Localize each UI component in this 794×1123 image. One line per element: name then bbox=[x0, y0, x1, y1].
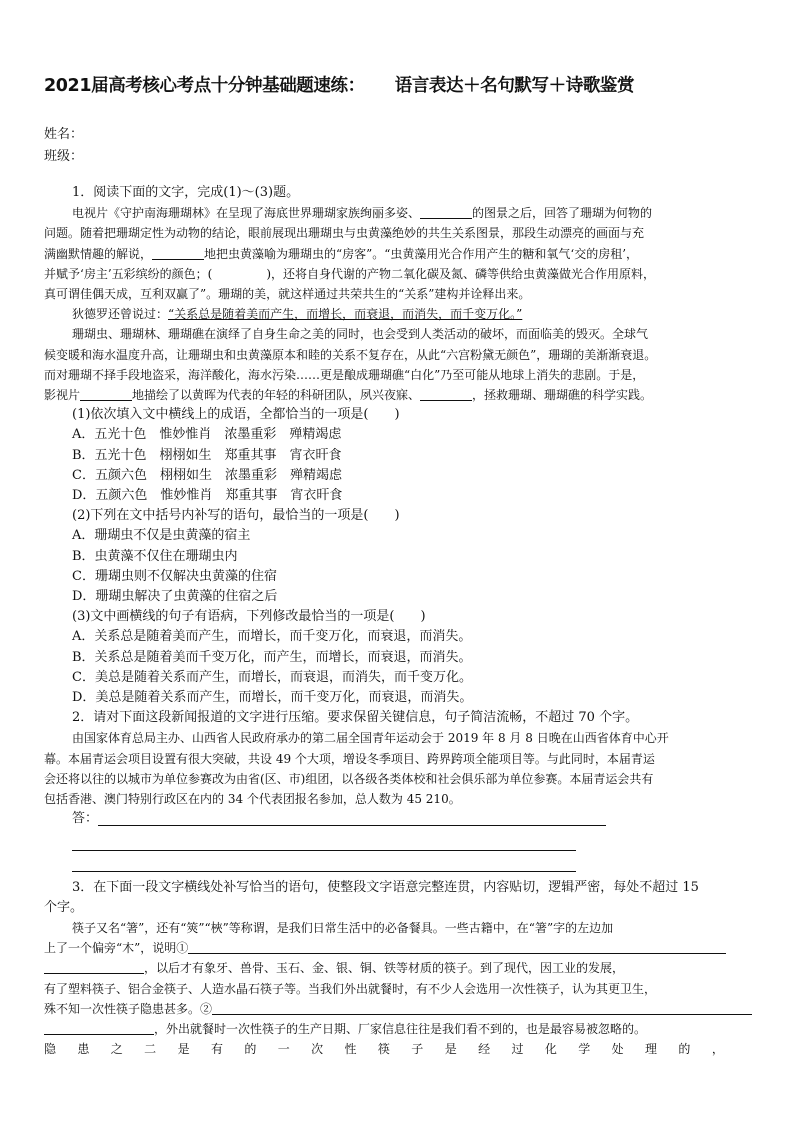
q1-stem: 1．阅读下面的文字，完成(1)～(3)题。 bbox=[72, 185, 300, 200]
option: D．珊瑚虫解决了虫黄藻的住宿之后 bbox=[72, 589, 278, 605]
q1-passage-line: 真可谓佳偶天成，互利双赢了”。珊瑚的美，就这样通过共荣共生的“关系”建构并诠释出来。 bbox=[44, 287, 531, 302]
blank bbox=[152, 245, 204, 260]
blank bbox=[420, 204, 472, 219]
option: B．关系总是随着美而千变万化，而产生，而增长，而衰退，而消失。 bbox=[72, 649, 472, 665]
answer-line[interactable] bbox=[72, 809, 606, 829]
q1-passage-line: 电视片《守护南海珊瑚林》在呈现了海底世界珊瑚家族绚丽多姿、 的图景之后，回答了珊瑚为何物的 bbox=[72, 206, 653, 221]
class-label: 班级： bbox=[44, 149, 84, 164]
q1-passage-line: 问题。随着把珊瑚定性为动物的结论，眼前展现出珊瑚虫与虫黄藻绝妙的共生关系图景，那段生动漂亮的画面与充 bbox=[44, 226, 645, 241]
blank bbox=[420, 386, 472, 401]
q3-passage-line: ，以后才有象牙、兽骨、玉石、金、银、铜、铁等材质的筷子。到了现代，因工业的发展， bbox=[44, 958, 752, 978]
option: A．五光十色 惟妙惟肖 浓墨重彩 殚精竭虑 bbox=[72, 427, 342, 443]
question-body bbox=[44, 183, 752, 1059]
blank-2-cont[interactable] bbox=[44, 1020, 154, 1035]
title-main: 2021届高考核心考点十分钟基础题速练： bbox=[44, 76, 365, 96]
page-title bbox=[44, 72, 764, 97]
q3-passage-line: 上了一个偏旁“木”，说明① bbox=[44, 938, 726, 958]
q3-passage-line-justified: 隐 患 之 二 是 有 的 一 次 性 筷 子 是 经 过 化 学 处 理 的 ， bbox=[44, 1042, 724, 1057]
q1-passage-line: 而对珊瑚不择手段地盗采，海洋酸化，海水污染……更是酿成珊瑚礁“白化”乃至可能从地球上消失的悲剧。于是， bbox=[44, 367, 645, 382]
blank-1[interactable] bbox=[188, 939, 726, 954]
q1-passage-line: 并赋予‘房主’五彩缤纷的颜色；( )，还将自身代谢的产物二氧化碳及氮、磷等供给虫黄藻做光合作用原料， bbox=[44, 266, 655, 281]
q2-passage-line: 由国家体育总局主办、山西省人民政府承办的第二届全国青年运动会于 2019 年 8 月 8 日晚在山西省体育中心开 bbox=[72, 731, 669, 746]
q1-passage-line: 珊瑚虫、珊瑚林、珊瑚礁在演绎了自身生命之美的同时，也会受到人类活动的破坏，而面临美的毁灭。全球气 bbox=[72, 327, 649, 342]
blank-1-cont[interactable] bbox=[44, 959, 144, 974]
q1-passage-line: 候变暖和海水温度升高，让珊瑚虫和虫黄藻原本和睦的关系不复存在，从此“六宫粉黛无颜色”，珊瑚的美渐渐衰退。 bbox=[44, 347, 657, 362]
option: B．五光十色 栩栩如生 郑重其事 宵衣旰食 bbox=[72, 447, 342, 463]
option: C．珊瑚虫则不仅解决虫黄藻的住宿 bbox=[72, 568, 277, 584]
q1-passage-line: 影视片 地描绘了以黄晖为代表的年轻的科研团队，夙兴夜寐、 ，拯救珊瑚、珊瑚礁的科学实践。 bbox=[44, 388, 653, 403]
q3-passage-line: 殊不知一次性筷子隐患甚多。② bbox=[44, 999, 752, 1019]
option: A．珊瑚虫不仅是虫黄藻的宿主 bbox=[72, 528, 251, 544]
q1-sub2: (2)下列在文中括号内补写的语句，最恰当的一项是( ) bbox=[72, 508, 400, 524]
option: D．五颜六色 惟妙惟肖 郑重其事 宵衣旰食 bbox=[72, 488, 343, 504]
answer-label: 答： bbox=[72, 811, 99, 827]
blank bbox=[80, 386, 132, 401]
q1-passage-line: 满幽默情趣的解说， 地把虫黄藻喻为珊瑚虫的“房客”。“虫黄藻用光合作用产生的糖和氧气‘交的房租’， bbox=[44, 246, 639, 261]
underlined-sentence: “关系总是随着美而产生，而增长，而衰退，而消失，而千变万化。” bbox=[168, 307, 523, 322]
option: D．美总是随着关系而产生，而增长，而千变万化，而衰退，而消失。 bbox=[72, 690, 473, 706]
title-sub: 语言表达＋名句默写＋诗歌鉴赏 bbox=[394, 76, 635, 96]
answer-line[interactable] bbox=[72, 851, 576, 872]
q3-stem: 3．在下面一段文字横线处补写恰当的语句，使整段文字语意完整连贯，内容贴切，逻辑严密，每处不超过 15 bbox=[72, 879, 699, 895]
q3-stem-cont: 个字。 bbox=[44, 899, 84, 915]
q2-stem: 2．请对下面这段新闻报道的文字进行压缩。要求保留关键信息，句子简洁流畅，不超过 70 个字。 bbox=[72, 710, 639, 726]
answer-line[interactable] bbox=[72, 830, 576, 851]
option: B．虫黄藻不仅住在珊瑚虫内 bbox=[72, 548, 238, 564]
q1-passage-line: 狄德罗还曾说过：“关系总是随着美而产生，而增长，而衰退，而消失，而千变万化。” bbox=[72, 307, 523, 322]
answer-underline[interactable] bbox=[98, 811, 606, 826]
q3-passage-line: 有了塑料筷子、铝合金筷子、人造水晶石筷子等。当我们外出就餐时，有不少人会选用一次性筷子，认为其更卫生， bbox=[44, 981, 657, 996]
q3-passage-line: ，外出就餐时一次性筷子的生产日期、厂家信息往往是我们看不到的，也是最容易被忽略的。 bbox=[44, 1019, 752, 1039]
q1-sub1: (1)依次填入文中横线上的成语，全都恰当的一项是( ) bbox=[72, 407, 400, 423]
option: C．五颜六色 栩栩如生 浓墨重彩 殚精竭虑 bbox=[72, 467, 342, 483]
blank-2[interactable] bbox=[212, 1000, 752, 1015]
q1-sub3: (3)文中画横线的句子有语病，下列修改最恰当的一项是( ) bbox=[72, 609, 426, 625]
q2-passage-line: 幕。本届青运会项目设置有很大突破，共设 49 个大项，增设冬季项目、跨界跨项全能项目等。与此同时，本届青运 bbox=[44, 751, 655, 766]
option: C．美总是随着关系而产生，而增长，而衰退，而消失，而千变万化。 bbox=[72, 669, 472, 685]
name-label: 姓名： bbox=[44, 127, 84, 142]
q2-passage-line: 会还将以往的以城市为单位参赛改为由省(区、市)组团，以各级各类体校和社会俱乐部为单位参赛。本届青运会共有 bbox=[44, 771, 654, 786]
q2-passage-line: 包括香港、澳门特别行政区在内的 34 个代表团报名参加，总人数为 45 210。 bbox=[44, 792, 461, 807]
option: A．关系总是随着美而产生，而增长，而千变万化，而衰退，而消失。 bbox=[72, 629, 472, 645]
q3-passage-line: 筷子又名“箸”，还有“筴”“梜”等称谓，是我们日常生活中的必备餐具。一些古籍中，在“箸”字的左边加 bbox=[72, 920, 614, 935]
